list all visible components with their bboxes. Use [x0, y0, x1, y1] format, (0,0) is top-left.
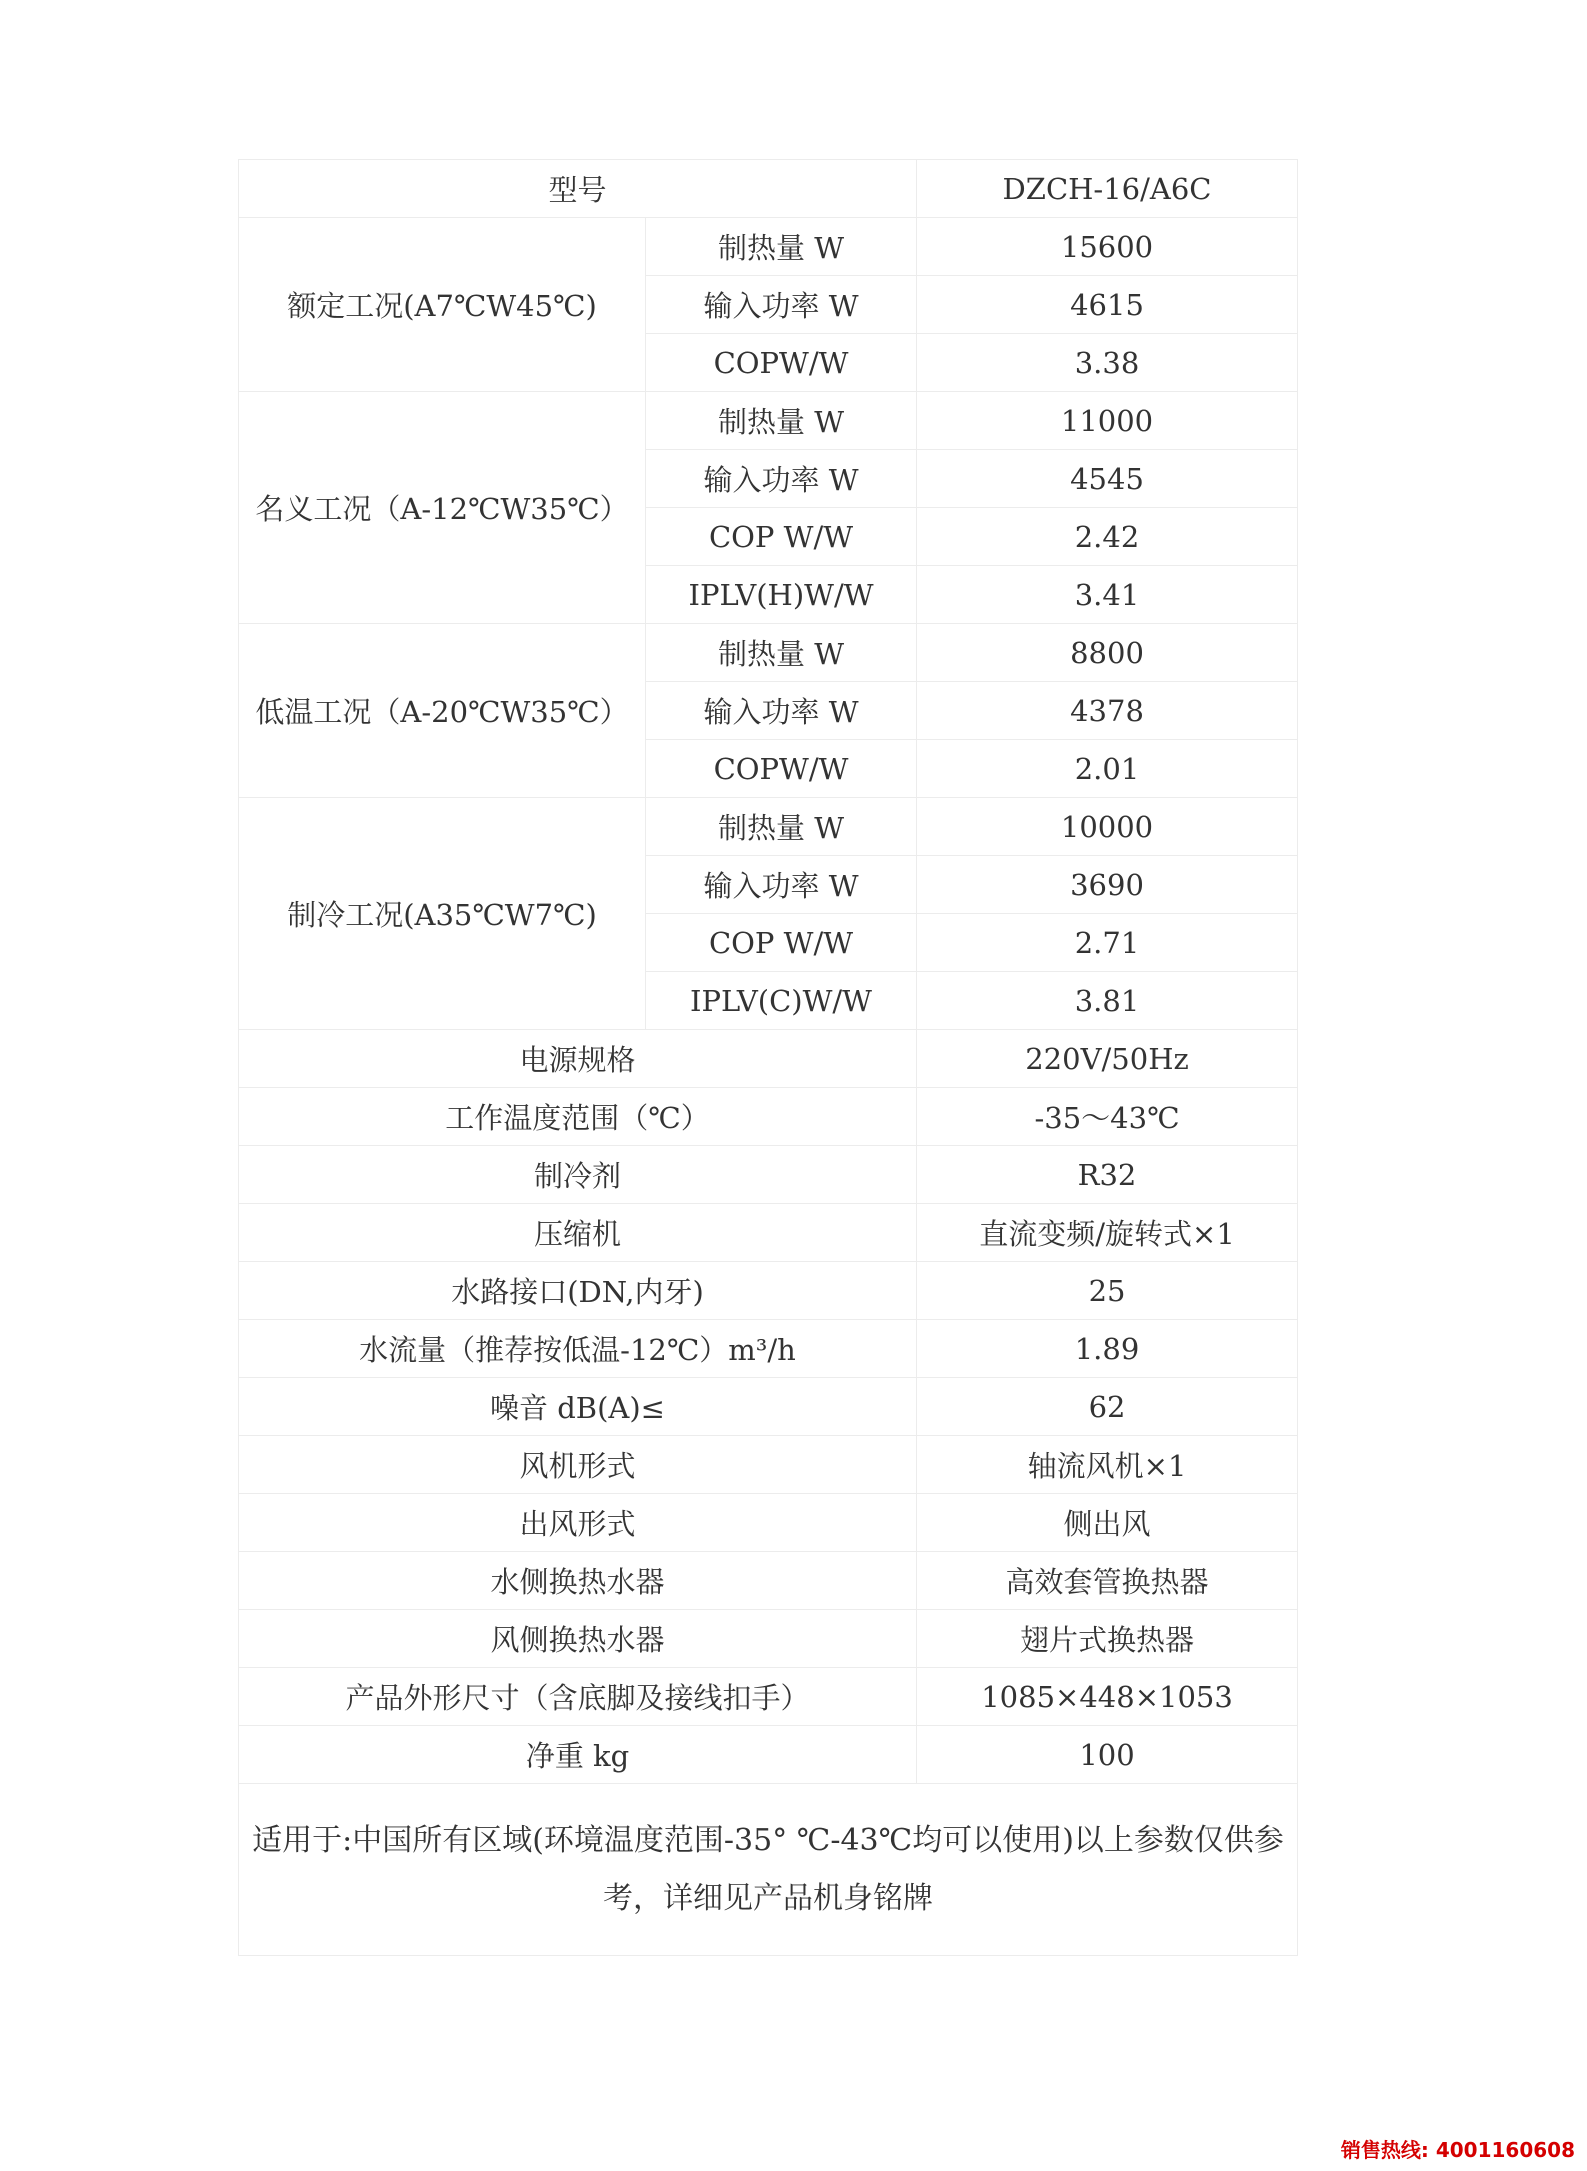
model-value: DZCH-16/A6C: [917, 160, 1298, 218]
table-row: [239, 1146, 1298, 1204]
param-value: 4378: [917, 682, 1298, 740]
spec-value: 100: [917, 1726, 1298, 1784]
spec-value: 62: [917, 1378, 1298, 1436]
table-row: [239, 392, 1298, 450]
spec-label: 风机形式: [239, 1436, 917, 1494]
condition-name: 制冷工况(A35℃W7℃): [239, 798, 646, 1030]
table-row: [239, 624, 1298, 682]
param-label: 输入功率 W: [646, 450, 917, 508]
spec-label: 产品外形尺寸（含底脚及接线扣手）: [239, 1668, 917, 1726]
param-value: 2.71: [917, 914, 1298, 972]
param-label: 输入功率 W: [646, 276, 917, 334]
table-row: [239, 1494, 1298, 1552]
param-value: 3.81: [917, 972, 1298, 1030]
table-row-note: [239, 1784, 1298, 1956]
spec-label: 净重 kg: [239, 1726, 917, 1784]
spec-value: 直流变频/旋转式×1: [917, 1204, 1298, 1262]
param-value: 3.41: [917, 566, 1298, 624]
table-row: [239, 1262, 1298, 1320]
param-label: COPW/W: [646, 334, 917, 392]
param-label: IPLV(C)W/W: [646, 972, 917, 1030]
sales-hotline: 销售热线: 4001160608: [1340, 2138, 1575, 2162]
spec-label: 水流量（推荐按低温-12℃）m³/h: [239, 1320, 917, 1378]
spec-label: 水侧换热水器: [239, 1552, 917, 1610]
param-value: 3690: [917, 856, 1298, 914]
param-label: IPLV(H)W/W: [646, 566, 917, 624]
param-value: 4615: [917, 276, 1298, 334]
param-label: 输入功率 W: [646, 682, 917, 740]
param-label: COPW/W: [646, 740, 917, 798]
condition-name: 额定工况(A7℃W45℃): [239, 218, 646, 392]
param-value: 3.38: [917, 334, 1298, 392]
spec-value: R32: [917, 1146, 1298, 1204]
table-row: [239, 1088, 1298, 1146]
param-value: 11000: [917, 392, 1298, 450]
table-row-model: [239, 160, 1298, 218]
condition-name: 低温工况（A-20℃W35℃）: [239, 624, 646, 798]
spec-label: 电源规格: [239, 1030, 917, 1088]
spec-value: 轴流风机×1: [917, 1436, 1298, 1494]
param-label: COP W/W: [646, 508, 917, 566]
applicability-note: 适用于:中国所有区域(环境温度范围-35° ℃-43℃均可以使用)以上参数仅供参考，详细见产品机身铭牌: [239, 1784, 1298, 1956]
spec-value: 1.89: [917, 1320, 1298, 1378]
spec-table: [238, 159, 1298, 1956]
spec-value: 侧出风: [917, 1494, 1298, 1552]
param-value: 10000: [917, 798, 1298, 856]
spec-label: 工作温度范围（℃）: [239, 1088, 917, 1146]
spec-value: 25: [917, 1262, 1298, 1320]
table-row: [239, 798, 1298, 856]
param-label: 制热量 W: [646, 218, 917, 276]
param-value: 8800: [917, 624, 1298, 682]
spec-label: 出风形式: [239, 1494, 917, 1552]
spec-label: 制冷剂: [239, 1146, 917, 1204]
param-label: 制热量 W: [646, 392, 917, 450]
param-label: 制热量 W: [646, 798, 917, 856]
spec-label: 压缩机: [239, 1204, 917, 1262]
table-row: [239, 218, 1298, 276]
table-row: [239, 1204, 1298, 1262]
table-row: [239, 1552, 1298, 1610]
table-row: [239, 1378, 1298, 1436]
table-row: [239, 1668, 1298, 1726]
param-label: COP W/W: [646, 914, 917, 972]
spec-label: 水路接口(DN,内牙): [239, 1262, 917, 1320]
param-value: 2.42: [917, 508, 1298, 566]
table-row: [239, 1320, 1298, 1378]
table-row: [239, 1610, 1298, 1668]
spec-value: 翅片式换热器: [917, 1610, 1298, 1668]
param-value: 2.01: [917, 740, 1298, 798]
condition-name: 名义工况（A-12℃W35℃）: [239, 392, 646, 624]
table-row: [239, 1030, 1298, 1088]
param-value: 15600: [917, 218, 1298, 276]
spec-value: 高效套管换热器: [917, 1552, 1298, 1610]
table-row: [239, 1436, 1298, 1494]
model-label: 型号: [239, 160, 917, 218]
param-label: 输入功率 W: [646, 856, 917, 914]
spec-value: 220V/50Hz: [917, 1030, 1298, 1088]
param-value: 4545: [917, 450, 1298, 508]
spec-label: 噪音 dB(A)≤: [239, 1378, 917, 1436]
spec-value: 1085×448×1053: [917, 1668, 1298, 1726]
param-label: 制热量 W: [646, 624, 917, 682]
table-row: [239, 1726, 1298, 1784]
spec-label: 风侧换热水器: [239, 1610, 917, 1668]
spec-value: -35～43℃: [917, 1088, 1298, 1146]
